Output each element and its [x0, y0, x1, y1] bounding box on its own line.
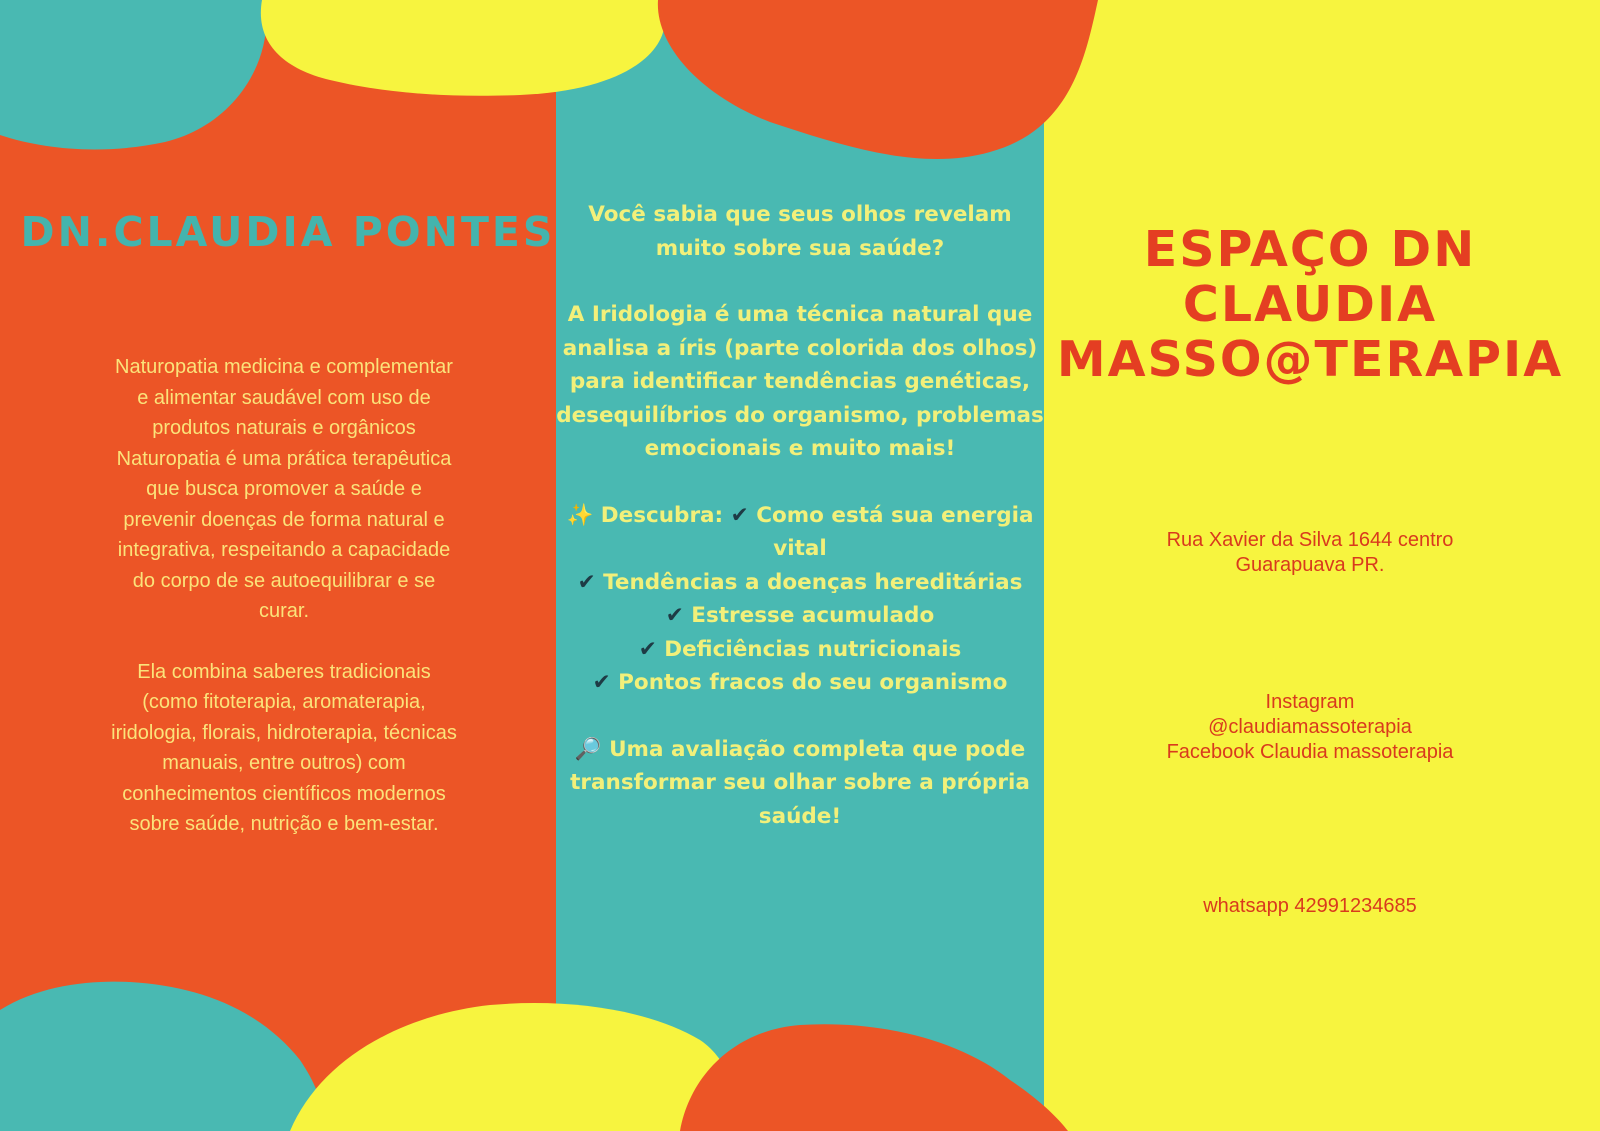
checkmark-icon: ✔ [638, 636, 657, 662]
combina-paragraph: Ela combina saberes tradicionais (como fitoterapia, aromaterapia, iridologia, florais, hidroterapia, técnicas manuais, entre outros) com conhecimentos científicos modernos sobre saúde, nutrição e bem-estar. [111, 660, 457, 835]
checkmark-icon: ✔ [665, 603, 684, 628]
discover-item-line [556, 599, 1044, 633]
discover-line [556, 499, 1044, 566]
discover-item: Deficiências nutricionais [664, 636, 962, 662]
discover-label: Descubra: [600, 502, 724, 528]
orange-blob-bottom [680, 1024, 1068, 1131]
left-body [110, 352, 458, 840]
middle-body [556, 198, 1044, 833]
right-title: ESPAÇO DN CLAUDIA MASSO@TERAPIA [1056, 221, 1564, 388]
teal-blob-bottom-left [0, 982, 322, 1131]
closing-line [556, 733, 1044, 834]
iridologia-intro: A Iridologia é uma técnica natural que analisa a íris (parte colorida dos olhos) para identificar tendências genéticas, desequilíbrios do organismo, problemas emocionais e muito mais! [556, 302, 1044, 461]
discover-item: Como está sua energia vital [756, 502, 1034, 561]
discover-item: Pontos fracos do seu organismo [618, 670, 1008, 695]
orange-blob-top [658, 0, 1098, 159]
discover-item: Estresse acumulado [691, 603, 935, 628]
closing-text: Uma avaliação completa que pode transformar seu olhar sobre a própria saúde! [570, 736, 1030, 829]
sparkles-icon: ✨ [566, 502, 594, 528]
naturopatia-paragraph: Naturopatia medicina e complementar e alimentar saudável com uso de produtos naturais e orgânicos Naturopatia é uma prática terapêutica que busca promover a saúde e prevenir doenças de forma natural e integrativa, respeitando a capacidade do corpo de se autoequilibrar e se curar. [115, 356, 453, 622]
address: Rua Xavier da Silva 1644 centro Guarapuava PR. [1166, 529, 1454, 576]
yellow-blob-bottom [290, 1003, 740, 1131]
yellow-blob-top [261, 0, 665, 96]
facebook-text: Facebook Claudia massoterapia [1166, 741, 1454, 763]
discover-item-line [556, 666, 1044, 700]
discover-item-line [556, 633, 1044, 667]
instagram-handle: @claudiamassoterapia [1208, 716, 1412, 738]
magnifier-icon: 🔎 [574, 736, 602, 762]
discover-item-line [556, 566, 1044, 600]
checkmark-icon: ✔ [592, 670, 611, 695]
social-block [1110, 690, 1510, 765]
teal-blob-top-left [0, 0, 267, 149]
discover-item: Tendências a doenças hereditárias [603, 569, 1023, 595]
whatsapp-text: whatsapp 42991234685 [1203, 895, 1417, 917]
checkmark-icon: ✔ [730, 502, 749, 528]
checkmark-icon: ✔ [577, 569, 596, 595]
question-heading: Você sabia que seus olhos revelam muito sobre sua saúde? [588, 202, 1012, 261]
left-title: DN.CLAUDIA PONTES [20, 208, 556, 256]
instagram-label: Instagram [1265, 691, 1355, 713]
